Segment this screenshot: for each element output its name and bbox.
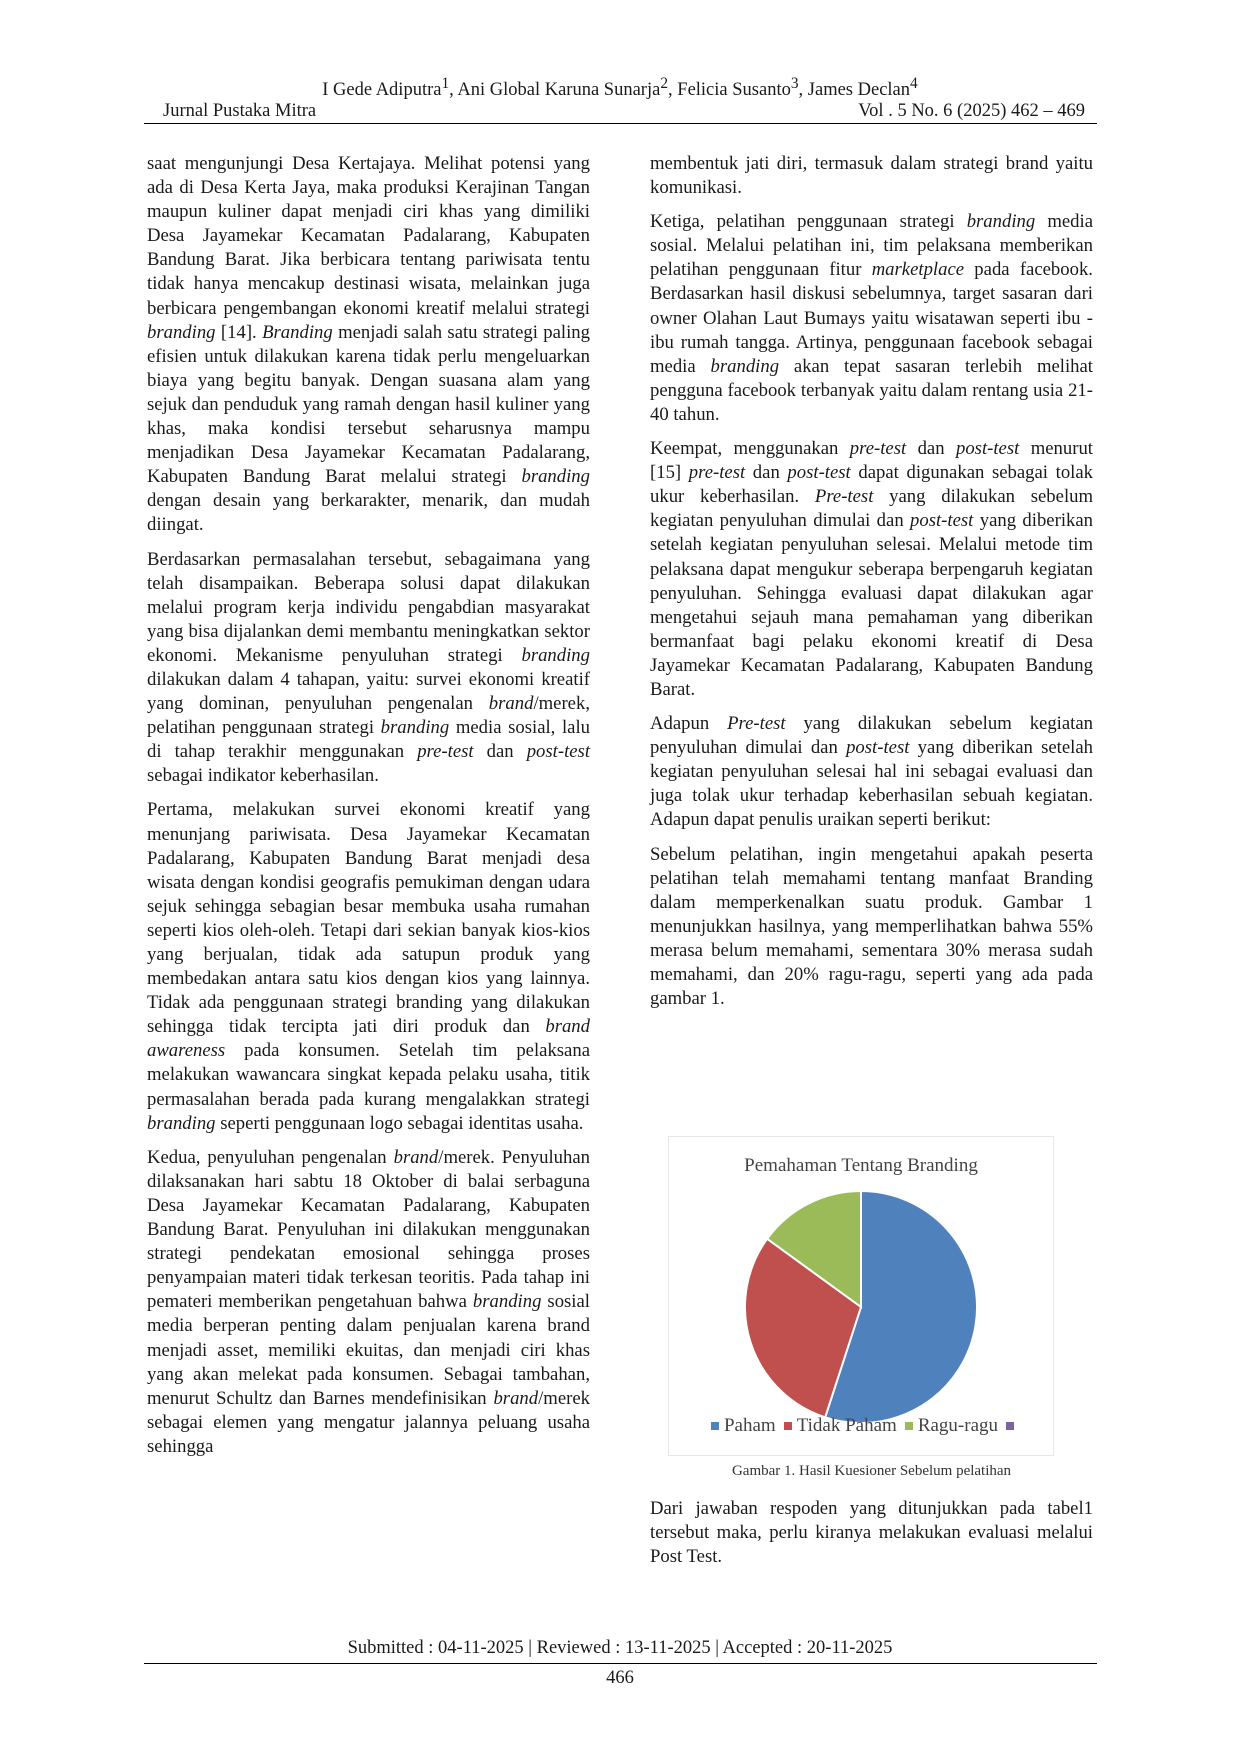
paragraph: Keempat, menggunakan pre-test dan post-test menurut [15] pre-test dan post-test dapat digunakan sebagai tolak ukur keberhasilan. Pre-test yang dilakukan sebelum kegiatan penyuluhan dimulai dan post-test yang diberikan setelah kegiatan penyuluhan selesai. Melalui metode tim pelaksana dapat mengukur seberapa berpengaruh kegiatan penyuluhan. Sehingga evaluasi dapat dilakukan agar mengetahui sejauh mana pemahaman yang diberikan bermanfaat bagi pelaku ekonomi kreatif di Desa Jayamekar Kecamatan Padalarang, Kabupaten Bandung Barat.: [650, 438, 1094, 700]
pie-chart: [669, 1137, 1053, 1455]
paragraph: Sebelum pelatihan, ingin mengetahui apakah peserta pelatihan telah memahami tentang manfaat Branding dalam memperkenalkan suatu produk. Gambar 1 menunjukkan hasilnya, yang memperlihatkan bahwa 55% merasa belum memahami, sementara 30% merasa sudah memahami, dan 20% ragu-ragu, seperti yang ada pada gambar 1.: [650, 843, 1093, 1010]
volume-info: Vol . 5 No. 6 (2025) 462 – 469: [858, 101, 1085, 121]
paragraph: saat mengunjungi Desa Kertajaya. Melihat potensi yang ada di Desa Kerta Jaya, maka produksi Kerajinan Tangan maupun kuliner dapat menjadi ciri khas yang dimiliki Desa Jayamekar Kecamatan Padalarang, Kabupaten Bandung Barat. Jika berbicara tentang pariwisata tentu tidak hanya mencakup destinasi wisata, melainkan juga berbicara pengembangan ekonomi kreatif melalui strategi branding [14]. Branding menjadi salah satu strategi paling efisien untuk dilakukan karena tidak perlu mengeluarkan biaya yang begitu banyak. Dengan suasana alam yang sejuk dan penduduk yang ramah dengan hasil kuliner yang khas, maka kondisi tersebut seharusnya mampu menjadikan Desa Jayamekar Kecamatan Padalarang, Kabupaten Bandung Barat melalui strategi branding dengan desain yang berkarakter, menarik, dan mudah diingat.: [147, 153, 590, 536]
header-rule: [144, 123, 1097, 124]
legend-label: Paham: [723, 1415, 776, 1436]
pie-chart-figure: [668, 1136, 1054, 1456]
paragraph: Ketiga, pelatihan penggunaan strategi branding media sosial. Melalui pelatihan ini, tim pelaksana memberikan pelatihan penggunaan fitur marketplace pada facebook. Berdasarkan hasil diskusi sebelumnya, target sasaran dari owner Olahan Laut Bumays yaitu wisatawan seperti ibu - ibu rumah tangga. Artinya, penggunaan facebook sebagai media branding akan tepat sasaran terlebih melihat pengguna facebook terbanyak yaitu dalam rentang usia 21- 40 tahun.: [650, 211, 1093, 425]
header-row: [163, 101, 1085, 122]
legend-swatch: [711, 1422, 719, 1430]
legend-label: Ragu-ragu: [917, 1415, 999, 1436]
page-number: 466: [606, 1668, 634, 1688]
paragraph: membentuk jati diri, termasuk dalam strategi brand yaitu komunikasi.: [650, 153, 1093, 199]
paragraph: Adapun Pre-test yang dilakukan sebelum kegiatan penyuluhan dimulai dan post-test yang diberikan setelah kegiatan penyuluhan selesai hal ini sebagai evaluasi dan juga tolak ukur terhadap keberhasilan sebuah kegiatan. Adapun dapat penulis uraikan seperti berikut:: [650, 713, 1093, 831]
footer-dates: Submitted : 04-11-2025 | Reviewed : 13-11-2025 | Accepted : 20-11-2025: [347, 1638, 893, 1658]
legend-swatch: [1006, 1422, 1014, 1430]
header-authors: I Gede Adiputra$^1$, Ani Global Karuna Sunarja$^2$, Felicia Susanto$^3$, James Declan$^4$: [322, 75, 918, 101]
chart-title: Pemahaman Tentang Branding: [744, 1155, 978, 1176]
paragraph: Kedua, penyuluhan pengenalan brand/merek. Penyuluhan dilaksanakan hari sabtu 18 Oktober di balai serbaguna Desa Jayamekar Kecamatan Padalarang, Kabupaten Bandung Barat. Penyuluhan ini dilakukan menggunakan strategi pendekatan emosional sehingga proses penyampaian materi tidak terkesan teoritis. Pada tahap ini pemateri memberikan pengetahuan bahwa branding sosial media berperan penting dalam penjualan karena brand menjadi asset, memiliki ekuitas, dan menjadi ciri khas yang akan melekat pada konsumen. Sebagai tambahan, menurut Schultz dan Barnes mendefinisikan brand/merek sebagai elemen yang mengatur jalannya peluang usaha sehingga: [147, 1146, 590, 1457]
legend-swatch: [905, 1422, 913, 1430]
left-column: [147, 152, 590, 1469]
paragraph: Dari jawaban respoden yang ditunjukkan pada tabel1 tersebut maka, perlu kiranya melakukan evaluasi melalui Post Test.: [650, 1498, 1093, 1568]
footer-rule: [144, 1663, 1097, 1664]
legend-label: Tidak Paham: [796, 1415, 897, 1436]
legend-swatch: [784, 1422, 792, 1430]
figure-caption: Gambar 1. Hasil Kuesioner Sebelum pelatihan: [731, 1463, 1012, 1479]
paragraph: Pertama, melakukan survei ekonomi kreatif yang menunjang pariwisata. Desa Jayamekar Kecamatan Padalarang, Kabupaten Bandung Barat menjadi desa wisata dengan kondisi geografis pemukiman dengan udara sejuk sehingga sebagian besar membuka usaha rumahan seperti kios oleh-oleh. Tetapi dari sekian banyak kios-kios yang berjualan, tidak ada satupun produk yang membedakan antara satu kios dengan kios yang lainnya. Tidak ada penggunaan strategi branding yang dilakukan sehingga tidak tercipta jati diri produk dan brand awareness pada konsumen. Setelah tim pelaksana melakukan wawancara singkat kepada pelaku usaha, titik permasalahan berada pada kurang mengalakkan strategi branding seperti penggunaan logo sebagai identitas usaha.: [147, 799, 590, 1134]
right-column: [650, 152, 1093, 1021]
chart-legend: [669, 1415, 1053, 1437]
after-figure-text: [650, 1497, 1093, 1569]
journal-name: Jurnal Pustaka Mitra: [163, 101, 317, 121]
paragraph: Berdasarkan permasalahan tersebut, sebagaimana yang telah disampaikan. Beberapa solusi dapat dilakukan melalui program kerja individu pengabdian masyarakat yang bisa dijalankan demi membantu meningkatkan sektor ekonomi. Mekanisme penyuluhan strategi branding dilakukan dalam 4 tahapan, yaitu: survei ekonomi kreatif yang dominan, penyuluhan pengenalan brand/merek, pelatihan penggunaan strategi branding media sosial, lalu di tahap terakhir menggunakan pre-test dan post-test sebagai indikator keberhasilan.: [147, 548, 591, 787]
